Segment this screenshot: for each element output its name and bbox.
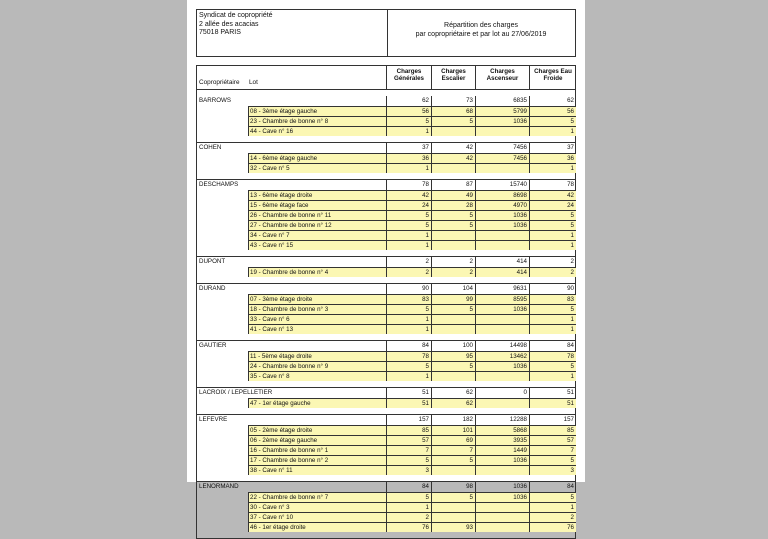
owner-total: 84 xyxy=(386,341,431,351)
lot-row xyxy=(197,220,575,230)
owner-name: DURAND xyxy=(199,285,226,292)
lot-row xyxy=(197,502,575,512)
lot-value: 5 xyxy=(386,304,431,314)
lot-value: 5 xyxy=(529,116,576,126)
lot-value: 2 xyxy=(431,267,475,277)
lot-label: 44 - Cave n° 16 xyxy=(248,126,386,136)
owner-row xyxy=(197,340,575,351)
lot-row xyxy=(197,512,575,522)
lot-row xyxy=(197,522,575,532)
lot-value: 1 xyxy=(529,502,576,512)
lot-row xyxy=(197,163,575,173)
lot-value: 56 xyxy=(386,106,431,116)
column-header-ascenseur: Charges Ascenseur xyxy=(475,66,529,89)
lot-value: 49 xyxy=(431,190,475,200)
lot-value: 36 xyxy=(386,153,431,163)
lot-value: 1 xyxy=(386,163,431,173)
owner-total: 6835 xyxy=(475,96,529,106)
lot-row xyxy=(197,435,575,445)
lot-value: 5 xyxy=(431,210,475,220)
lot-value: 5 xyxy=(386,210,431,220)
lot-value: 2 xyxy=(386,512,431,522)
owner-total: 90 xyxy=(529,284,576,294)
lot-value: 1 xyxy=(529,230,576,240)
lot-value: 5 xyxy=(431,304,475,314)
lot-value: 5799 xyxy=(475,106,529,116)
lot-value: 56 xyxy=(529,106,576,116)
lot-value: 1 xyxy=(386,371,431,381)
report-title-line-1: Répartition des charges xyxy=(444,22,518,29)
lot-value xyxy=(475,314,529,324)
lot-value: 76 xyxy=(386,522,431,532)
syndicat-address xyxy=(199,12,273,38)
lot-value: 1036 xyxy=(475,210,529,220)
owner-name: COHEN xyxy=(199,144,222,151)
lot-value: 1036 xyxy=(475,455,529,465)
lot-label: 46 - 1er étage droite xyxy=(248,522,386,532)
lot-value: 5868 xyxy=(475,425,529,435)
lot-row xyxy=(197,398,575,408)
lot-row xyxy=(197,210,575,220)
lot-row xyxy=(197,267,575,277)
lot-value: 78 xyxy=(386,351,431,361)
lot-label: 27 - Chambre de bonne n° 12 xyxy=(248,220,386,230)
lot-value xyxy=(431,126,475,136)
owner-total: 157 xyxy=(529,415,576,425)
lot-value: 1 xyxy=(529,314,576,324)
column-header-eau-froide: Charges Eau Froide xyxy=(529,66,576,89)
owner-total: 87 xyxy=(431,180,475,190)
owner-total: 84 xyxy=(529,482,576,492)
owner-total: 78 xyxy=(529,180,576,190)
lot-value xyxy=(475,371,529,381)
lot-row xyxy=(197,294,575,304)
lot-value: 5 xyxy=(431,361,475,371)
lot-value: 85 xyxy=(386,425,431,435)
lot-value xyxy=(475,230,529,240)
owner-name: LENORMAND xyxy=(199,483,239,490)
owner-total: 9631 xyxy=(475,284,529,294)
document-page xyxy=(187,0,585,531)
lot-value: 1449 xyxy=(475,445,529,455)
lot-value: 3 xyxy=(529,465,576,475)
owner-total: 84 xyxy=(386,482,431,492)
lot-value: 7 xyxy=(386,445,431,455)
lot-value: 3 xyxy=(386,465,431,475)
lot-value xyxy=(475,522,529,532)
owner-row xyxy=(197,256,575,267)
lot-label: 43 - Cave n° 15 xyxy=(248,240,386,250)
lot-row xyxy=(197,190,575,200)
lot-value xyxy=(475,163,529,173)
owner-total: 7456 xyxy=(475,143,529,153)
owner-row xyxy=(197,387,575,398)
owner-total: 14498 xyxy=(475,341,529,351)
owner-total: 42 xyxy=(431,143,475,153)
lot-value xyxy=(431,230,475,240)
owner-total: 73 xyxy=(431,96,475,106)
owner-total: 2 xyxy=(529,257,576,267)
lot-label: 47 - 1er étage gauche xyxy=(248,398,386,408)
lot-value: 24 xyxy=(386,200,431,210)
owner-total: 51 xyxy=(386,388,431,398)
lot-label: 34 - Cave n° 7 xyxy=(248,230,386,240)
lot-value: 1 xyxy=(529,324,576,334)
owner-total: 100 xyxy=(431,341,475,351)
lot-value xyxy=(475,324,529,334)
lot-value: 2 xyxy=(529,267,576,277)
lot-value: 36 xyxy=(529,153,576,163)
lot-value: 5 xyxy=(529,361,576,371)
owner-total: 37 xyxy=(529,143,576,153)
owner-spacer xyxy=(197,532,575,538)
lot-label: 05 - 2ème étage droite xyxy=(248,425,386,435)
lot-label: 23 - Chambre de bonne n° 8 xyxy=(248,116,386,126)
lot-value xyxy=(475,502,529,512)
owner-total: 2 xyxy=(386,257,431,267)
column-header-lot: Lot xyxy=(249,79,258,86)
lot-value: 5 xyxy=(386,361,431,371)
lot-row xyxy=(197,304,575,314)
owner-name: BARROWS xyxy=(199,97,231,104)
lot-row xyxy=(197,153,575,163)
lot-value xyxy=(431,314,475,324)
lot-value: 5 xyxy=(431,116,475,126)
lot-label: 07 - 3ème étage droite xyxy=(248,294,386,304)
owner-total: 62 xyxy=(529,96,576,106)
lot-value: 78 xyxy=(529,351,576,361)
owner-total: 98 xyxy=(431,482,475,492)
owner-name: GAUTIER xyxy=(199,342,227,349)
lot-value: 101 xyxy=(431,425,475,435)
lot-label: 14 - 6ème étage gauche xyxy=(248,153,386,163)
lot-value: 24 xyxy=(529,200,576,210)
lot-value: 5 xyxy=(529,220,576,230)
lot-label: 32 - Cave n° 5 xyxy=(248,163,386,173)
lot-value xyxy=(475,240,529,250)
owner-total: 51 xyxy=(529,388,576,398)
lot-value: 57 xyxy=(386,435,431,445)
lot-row xyxy=(197,106,575,116)
lot-value xyxy=(475,398,529,408)
syndicat-name: Syndicat de copropriété xyxy=(199,12,273,19)
owner-total: 12288 xyxy=(475,415,529,425)
lot-value xyxy=(431,163,475,173)
lot-label: 35 - Cave n° 8 xyxy=(248,371,386,381)
document-header xyxy=(196,9,576,57)
lot-value: 5 xyxy=(386,492,431,502)
lot-label: 15 - 6ème étage face xyxy=(248,200,386,210)
lot-value: 1 xyxy=(529,163,576,173)
lot-label: 18 - Chambre de bonne n° 3 xyxy=(248,304,386,314)
lot-row xyxy=(197,492,575,502)
owner-row xyxy=(197,481,575,492)
lot-value xyxy=(475,465,529,475)
lot-value: 1 xyxy=(529,240,576,250)
lot-value: 5 xyxy=(529,492,576,502)
owner-total: 2 xyxy=(431,257,475,267)
lot-value: 99 xyxy=(431,294,475,304)
owner-total: 0 xyxy=(475,388,529,398)
column-header-escalier: Charges Escalier xyxy=(431,66,475,89)
owner-name: DUPONT xyxy=(199,258,226,265)
lot-value xyxy=(431,371,475,381)
owner-row xyxy=(197,414,575,425)
lot-label: 22 - Chambre de bonne n° 7 xyxy=(248,492,386,502)
owner-total: 182 xyxy=(431,415,475,425)
lot-value: 1 xyxy=(386,314,431,324)
lot-value: 5 xyxy=(431,455,475,465)
owner-total: 62 xyxy=(386,96,431,106)
lot-value: 85 xyxy=(529,425,576,435)
lot-value: 7 xyxy=(529,445,576,455)
column-header-generales: Charges Générales xyxy=(386,66,431,89)
lot-value: 42 xyxy=(529,190,576,200)
lot-value: 83 xyxy=(386,294,431,304)
owner-name: LEFEVRE xyxy=(199,416,228,423)
lot-value: 1 xyxy=(529,371,576,381)
owner-row xyxy=(197,96,575,106)
lot-row xyxy=(197,361,575,371)
lot-value xyxy=(475,512,529,522)
lot-value: 2 xyxy=(386,267,431,277)
lot-row xyxy=(197,465,575,475)
lot-value: 2 xyxy=(529,512,576,522)
lot-value: 1036 xyxy=(475,220,529,230)
lot-label: 24 - Chambre de bonne n° 9 xyxy=(248,361,386,371)
table-header-row xyxy=(197,66,575,90)
lot-row xyxy=(197,200,575,210)
owner-row xyxy=(197,142,575,153)
column-header-owner: Copropriétaire xyxy=(199,79,240,86)
lot-label: 06 - 2ème étage gauche xyxy=(248,435,386,445)
lot-value xyxy=(431,324,475,334)
lot-value: 51 xyxy=(529,398,576,408)
owner-total: 90 xyxy=(386,284,431,294)
lot-value: 1 xyxy=(386,324,431,334)
lot-value: 5 xyxy=(529,304,576,314)
owner-total: 62 xyxy=(431,388,475,398)
owner-row xyxy=(197,283,575,294)
lot-label: 08 - 3ème étage gauche xyxy=(248,106,386,116)
lot-row xyxy=(197,240,575,250)
lot-label: 30 - Cave n° 3 xyxy=(248,502,386,512)
owner-total: 157 xyxy=(386,415,431,425)
lot-value: 4970 xyxy=(475,200,529,210)
lot-value: 13462 xyxy=(475,351,529,361)
owner-name: DESCHAMPS xyxy=(199,181,239,188)
lot-value: 69 xyxy=(431,435,475,445)
lot-value: 93 xyxy=(431,522,475,532)
lot-value: 1 xyxy=(386,502,431,512)
lot-value xyxy=(431,502,475,512)
lot-value: 5 xyxy=(386,116,431,126)
lot-row xyxy=(197,425,575,435)
lot-value xyxy=(431,512,475,522)
owner-total: 1036 xyxy=(475,482,529,492)
lot-value: 95 xyxy=(431,351,475,361)
lot-value: 1 xyxy=(529,126,576,136)
lot-value: 8698 xyxy=(475,190,529,200)
lot-row xyxy=(197,371,575,381)
owner-total: 15740 xyxy=(475,180,529,190)
lot-value: 1036 xyxy=(475,492,529,502)
lot-value xyxy=(431,240,475,250)
lot-row xyxy=(197,116,575,126)
address-line-2: 75018 PARIS xyxy=(199,29,241,36)
lot-value: 5 xyxy=(529,210,576,220)
lot-label: 16 - Chambre de bonne n° 1 xyxy=(248,445,386,455)
owner-row xyxy=(197,179,575,190)
report-title xyxy=(387,21,575,39)
owner-total: 78 xyxy=(386,180,431,190)
lot-value: 42 xyxy=(431,153,475,163)
lot-label: 19 - Chambre de bonne n° 4 xyxy=(248,267,386,277)
lot-value: 5 xyxy=(431,492,475,502)
lot-label: 17 - Chambre de bonne n° 2 xyxy=(248,455,386,465)
lot-value: 68 xyxy=(431,106,475,116)
lot-value: 1036 xyxy=(475,361,529,371)
lot-value: 5 xyxy=(529,455,576,465)
owner-total: 37 xyxy=(386,143,431,153)
lot-row xyxy=(197,455,575,465)
lot-label: 11 - 5ème étage droite xyxy=(248,351,386,361)
owner-total: 414 xyxy=(475,257,529,267)
lot-row xyxy=(197,351,575,361)
lot-value: 42 xyxy=(386,190,431,200)
lot-value: 1 xyxy=(386,240,431,250)
lot-value: 51 xyxy=(386,398,431,408)
lot-value: 5 xyxy=(431,220,475,230)
lot-value xyxy=(431,465,475,475)
lot-value: 57 xyxy=(529,435,576,445)
lot-label: 41 - Cave n° 13 xyxy=(248,324,386,334)
lot-value: 8595 xyxy=(475,294,529,304)
lot-value: 1036 xyxy=(475,116,529,126)
charges-table xyxy=(196,65,576,539)
lot-row xyxy=(197,314,575,324)
lot-value: 1 xyxy=(386,126,431,136)
address-line-1: 2 allée des acacias xyxy=(199,20,259,28)
lot-value: 28 xyxy=(431,200,475,210)
lot-value: 83 xyxy=(529,294,576,304)
lot-label: 37 - Cave n° 10 xyxy=(248,512,386,522)
lot-value: 7 xyxy=(431,445,475,455)
lot-value: 3935 xyxy=(475,435,529,445)
lot-value: 62 xyxy=(431,398,475,408)
lot-row xyxy=(197,324,575,334)
lot-value: 1036 xyxy=(475,304,529,314)
lot-label: 26 - Chambre de bonne n° 11 xyxy=(248,210,386,220)
lot-value: 414 xyxy=(475,267,529,277)
owner-total: 104 xyxy=(431,284,475,294)
lot-label: 33 - Cave n° 6 xyxy=(248,314,386,324)
owner-total: 84 xyxy=(529,341,576,351)
report-title-line-2: par copropriétaire et par lot au 27/06/2019 xyxy=(415,31,547,38)
lot-label: 38 - Cave n° 11 xyxy=(248,465,386,475)
lot-value: 7456 xyxy=(475,153,529,163)
lot-value: 76 xyxy=(529,522,576,532)
lot-value xyxy=(475,126,529,136)
lot-value: 5 xyxy=(386,220,431,230)
owner-name: LACROIX / LEPELLETIER xyxy=(199,389,273,396)
lot-row xyxy=(197,230,575,240)
lot-value: 5 xyxy=(386,455,431,465)
lot-row xyxy=(197,126,575,136)
lot-label: 13 - 6ème étage droite xyxy=(248,190,386,200)
lot-row xyxy=(197,445,575,455)
lot-value: 1 xyxy=(386,230,431,240)
